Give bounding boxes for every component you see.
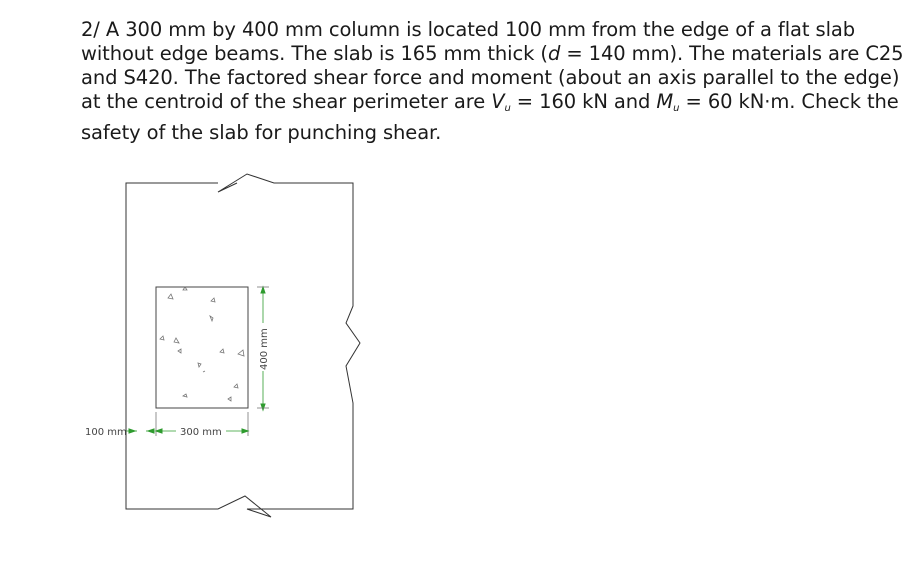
mu-subscript: u (673, 103, 680, 114)
d-symbol: d (547, 42, 561, 65)
problem-text-4c: = 60 kN·m. Check the (679, 90, 899, 113)
vu-subscript: u (504, 103, 511, 114)
height-dimension-label: 400 mm (259, 328, 270, 370)
width-dimension-label: 300 mm (180, 427, 222, 438)
column (156, 287, 248, 408)
problem-text-4b: = 160 kN and (510, 90, 657, 113)
problem-text-2: without edge beams. The slab is 165 mm thick ( (81, 42, 548, 65)
problem-text-4a: at the centroid of the shear perimeter are (81, 90, 492, 113)
problem-text-2b: = 140 mm). The materials are C25 (560, 42, 904, 65)
problem-text-1: A 300 mm by 400 mm column is located 100 mm from the edge of a flat slab (105, 18, 856, 41)
mu-symbol: M (656, 90, 674, 113)
vu-symbol: V (491, 90, 505, 113)
edge-dimension-label: 100 mm (85, 427, 127, 438)
problem-text-5: safety of the slab for punching shear. (81, 121, 442, 144)
problem-number: 2/ (81, 18, 100, 41)
problem-text-3: and S420. The factored shear force and moment (about an axis parallel to the edge) (81, 66, 900, 89)
edge-dimension (126, 429, 154, 433)
